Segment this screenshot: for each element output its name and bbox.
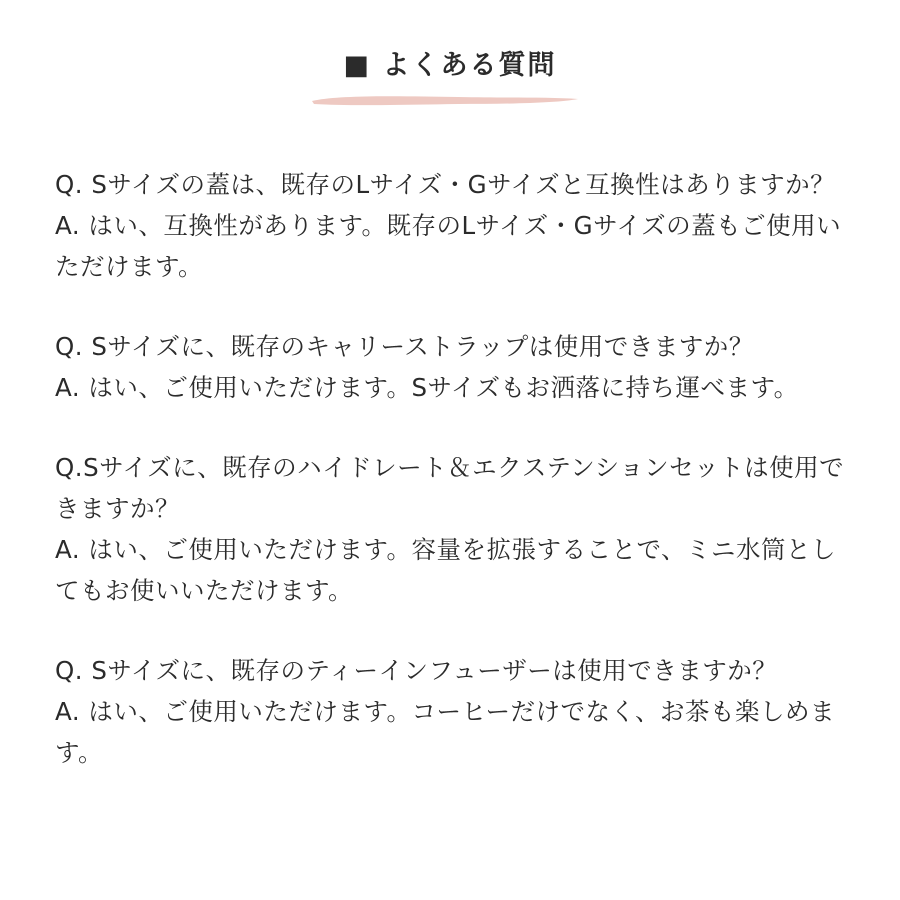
faq-answer: A. はい、ご使用いただけます。コーヒーだけでなく、お茶も楽しめます。 [55,697,835,767]
faq-answer: A. はい、ご使用いただけます。Sサイズもお洒落に持ち運べます。 [55,373,799,402]
faq-question: Q. Sサイズに、既存のキャリーストラップは使用できますか？ [55,332,754,361]
faq-question: Q. Sサイズに、既存のティーインフューザーは使用できますか？ [55,656,778,685]
faq-answer: A. はい、ご使用いただけます。容量を拡張することで、ミニ水筒としてもお使いいただけます。 [55,535,836,605]
faq-question: Q. Sサイズの蓋は、既存のLサイズ・Gサイズと互換性はありますか？ [55,170,836,199]
faq-item [55,650,855,773]
faq-item [55,326,855,408]
brush-stroke [312,96,578,105]
faq-answer: A. はい、互換性があります。既存のLサイズ・Gサイズの蓋もご使用いただけます。 [55,211,842,281]
faq-item [55,164,855,287]
faq-question: Q.Sサイズに、既存のハイドレート＆エクステンションセットは使用できますか？ [55,453,845,523]
faq-item [55,447,855,611]
title-brush-underline [308,92,580,108]
faq-list [55,164,855,812]
page-title: ■ よくある質問 [343,50,557,81]
section-header [0,44,900,88]
